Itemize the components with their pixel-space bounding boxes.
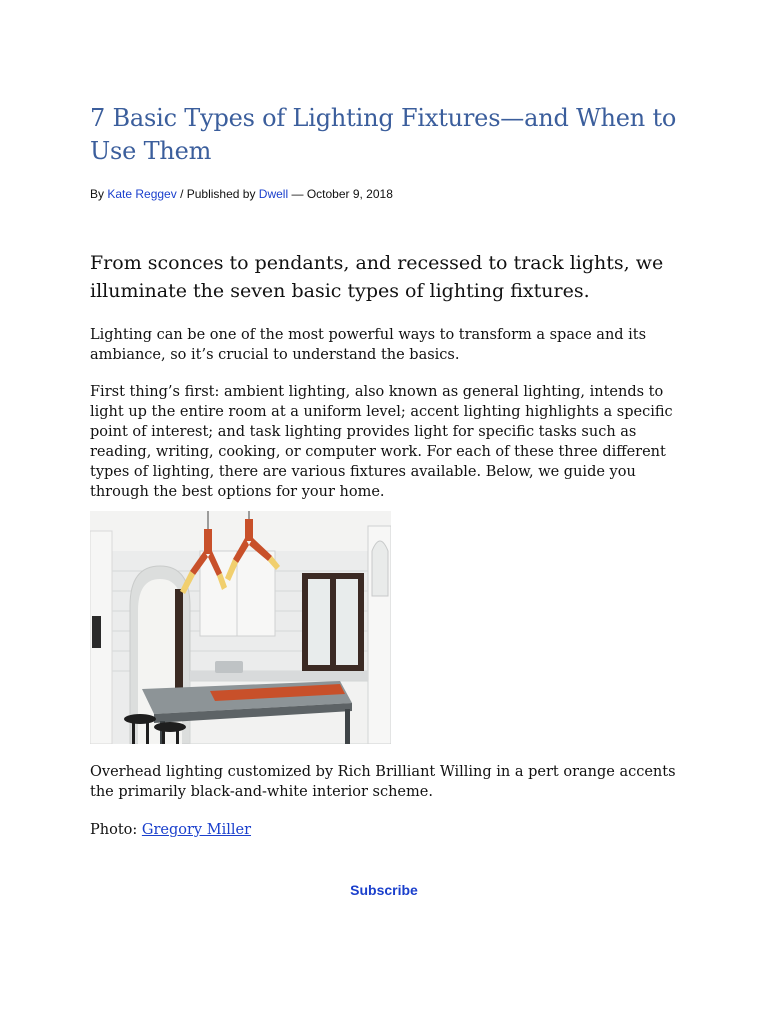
photo-credit — [90, 820, 680, 840]
photo-credit-label: Photo: — [90, 822, 142, 838]
author-link[interactable]: Kate Reggev — [107, 187, 177, 201]
byline — [90, 187, 680, 201]
body-paragraph: Lighting can be one of the most powerful ways to transform a space and its ambiance, so it’s crucial to understand the basics. — [90, 327, 647, 363]
byline-by-label: By — [90, 187, 108, 201]
publisher-link[interactable]: Dwell — [258, 187, 289, 201]
photo-caption: Overhead lighting customized by Rich Brilliant Willing in a pert orange accents the primarily black-and-white interior scheme. — [90, 764, 676, 800]
kitchen-photo — [90, 511, 391, 744]
byline-published-label: / Published by — [176, 187, 259, 201]
subscribe-button[interactable]: Subscribe — [350, 882, 418, 898]
article — [90, 102, 680, 840]
publish-date: October 9, 2018 — [306, 187, 393, 201]
photographer-link[interactable]: Gregory Miller — [141, 822, 252, 838]
subscribe-bar — [0, 882, 768, 898]
article-lede: From sconces to pendants, and recessed to track lights, we illuminate the seven basic types of lighting fixtures. — [90, 252, 664, 302]
byline-date-separator: — — [288, 187, 307, 201]
article-title: 7 Basic Types of Lighting Fixtures—and When to Use Them — [90, 104, 677, 165]
body-paragraph: First thing’s first: ambient lighting, also known as general lighting, intends to light up the entire room at a uniform level; accent lighting highlights a specific point of interest; and task lighting provides light for specific tasks such as reading, writing, cooking, or computer work. For each of these three different types of lighting, there are various fixtures available. Below, we guide you through the best options for your home. — [90, 384, 673, 500]
kitchen-photo-illustration — [90, 511, 391, 744]
